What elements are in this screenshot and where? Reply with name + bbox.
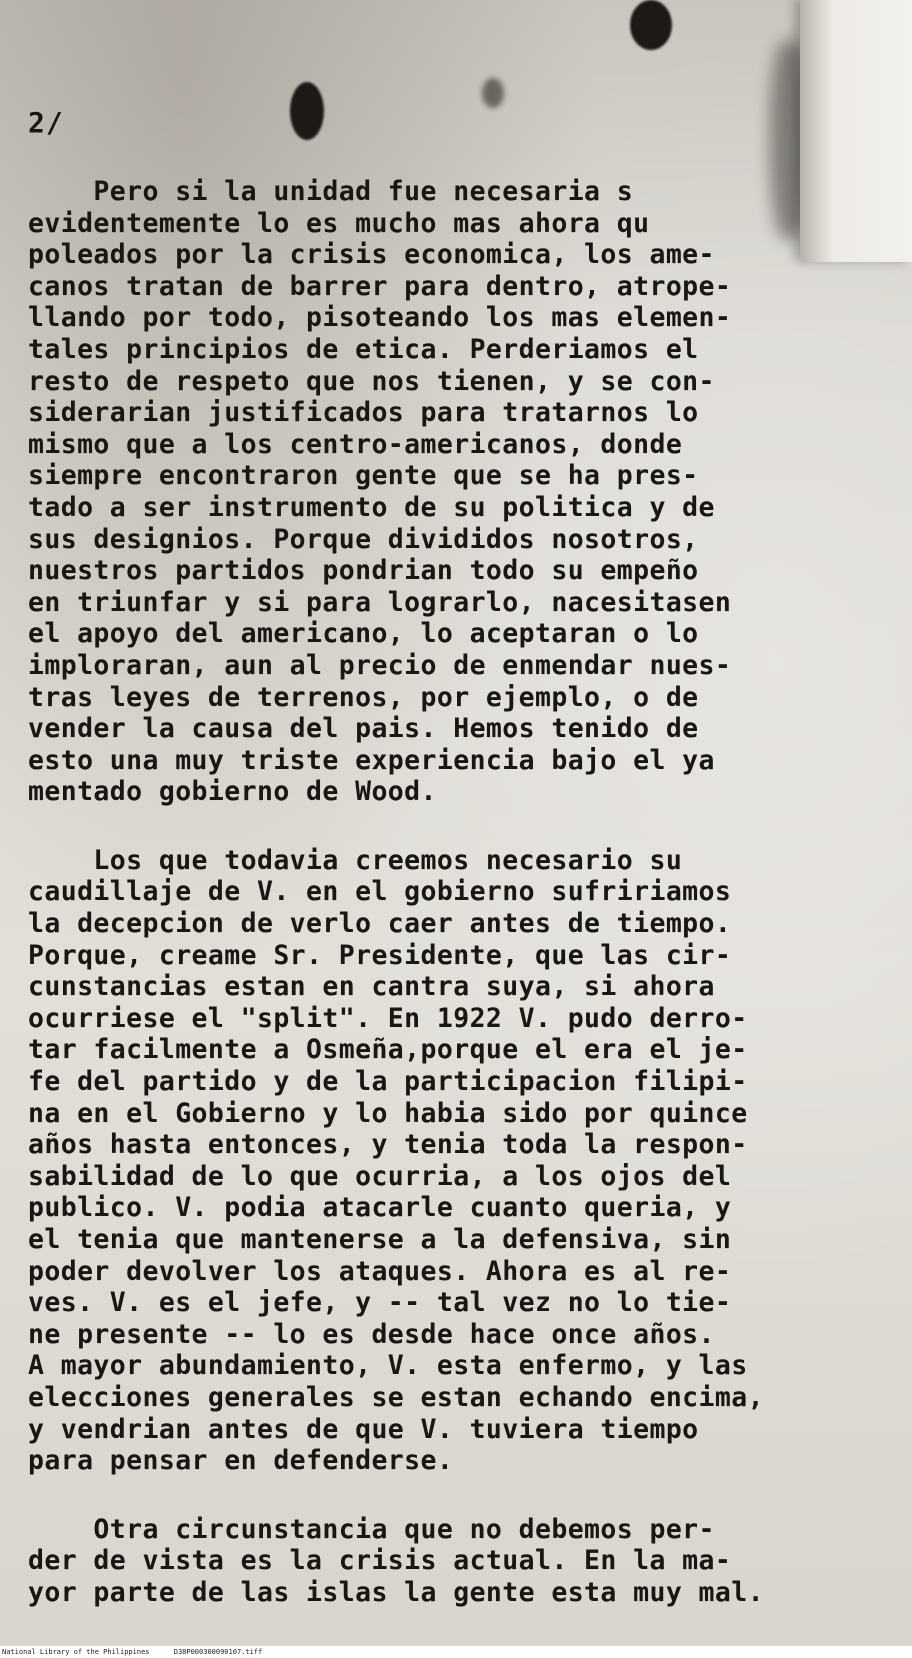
text-line: imploraran, aun al precio de enmendar nues- xyxy=(28,649,732,681)
text-line: fe del partido y de la participacion filipi- xyxy=(28,1066,748,1098)
text-line: y vendrian antes de que V. tuviera tiempo xyxy=(28,1413,699,1445)
text-line: ves. V. es el jefe, y -- tal vez no lo tie- xyxy=(28,1287,732,1319)
text-line: vender la causa del pais. Hemos tenido de xyxy=(28,713,699,745)
paragraph xyxy=(28,1514,908,1609)
text-line: evidentemente lo es mucho mas ahora qu xyxy=(28,207,650,239)
text-line: el apoyo del americano, lo aceptaran o lo xyxy=(28,618,699,650)
archive-file: D38P000300090107.tiff xyxy=(173,1648,263,1656)
text-line: canos tratan de barrer para dentro, atrope- xyxy=(28,270,732,302)
text-line: mismo que a los centro-americanos, donde xyxy=(28,428,683,460)
text-line: nuestros partidos pondrian todo su empeño xyxy=(28,555,699,587)
text-line: siempre encontraron gente que se ha pres- xyxy=(28,460,699,492)
paragraph xyxy=(28,176,908,808)
text-line: poder devolver los ataques. Ahora es al re- xyxy=(28,1255,732,1287)
text-line: der de vista es la crisis actual. En la ma- xyxy=(28,1545,732,1577)
text-line: Porque, creame Sr. Presidente, que las cir- xyxy=(28,939,732,971)
text-line: tado a ser instrumento de su politica y de xyxy=(28,491,715,523)
text-line: el tenia que mantenerse a la defensiva, sin xyxy=(28,1224,732,1255)
text-line: sabilidad de lo que ocurria, a los ojos del xyxy=(28,1160,732,1192)
paragraph xyxy=(28,845,908,1477)
text-line: Pero si la unidad fue necesaria s xyxy=(28,176,634,207)
text-line: na en el Gobierno y lo habia sido por quince xyxy=(28,1097,748,1129)
text-line: yor parte de las islas la gente esta muy mal. xyxy=(28,1576,764,1608)
text-line: tras leyes de terrenos, por ejemplo, o de xyxy=(28,681,699,713)
text-line: tales principios de etica. Perderiamos el xyxy=(28,333,699,365)
text-line: tar facilmente a Osmeña,porque el era el je- xyxy=(28,1034,748,1066)
text-line: A mayor abundamiento, V. esta enfermo, y las xyxy=(28,1350,748,1382)
text-line: llando por todo, pisoteando los mas elemen- xyxy=(28,302,732,334)
text-line: poleados por la crisis economica, los ame- xyxy=(28,239,715,271)
text-line: años hasta entonces, y tenia toda la respon- xyxy=(28,1129,748,1161)
ink-stain xyxy=(482,78,504,108)
ink-stain xyxy=(630,0,672,50)
text-line: ocurriese el "split". En 1922 V. pudo derro- xyxy=(28,1002,748,1034)
text-line: cunstancias estan en cantra suya, si ahora xyxy=(28,971,715,1003)
archive-footer xyxy=(0,1646,912,1658)
text-line: Los que todavia creemos necesario su xyxy=(28,844,683,876)
text-line: resto de respeto que nos tienen, y se con- xyxy=(28,365,715,397)
text-line: caudillaje de V. en el gobierno sufririamos xyxy=(28,876,732,908)
letter-body xyxy=(28,176,908,1609)
text-line: publico. V. podia atacarle cuanto queria, y xyxy=(28,1192,732,1224)
archive-credit: National Library of the Philippines xyxy=(2,1648,150,1656)
page-number: 2/ xyxy=(28,106,64,139)
text-line: esto una muy triste experiencia bajo el ya xyxy=(28,744,715,776)
text-line: ne presente -- lo es desde hace once años. xyxy=(28,1318,715,1350)
text-line: elecciones generales se estan echando encima, xyxy=(28,1381,764,1413)
text-line: para pensar en defenderse. xyxy=(28,1445,454,1477)
text-line: la decepcion de verlo caer antes de tiempo. xyxy=(28,908,732,940)
text-line: sus designios. Porque divididos nosotros, xyxy=(28,523,699,555)
text-line: mentado gobierno de Wood. xyxy=(28,776,437,808)
text-line: Otra circunstancia que no debemos per- xyxy=(28,1513,715,1545)
text-line: en triunfar y si para lograrlo, nacesitasen xyxy=(28,586,732,618)
text-line: siderarian justificados para tratarnos lo xyxy=(28,397,699,429)
ink-stain xyxy=(290,82,324,140)
